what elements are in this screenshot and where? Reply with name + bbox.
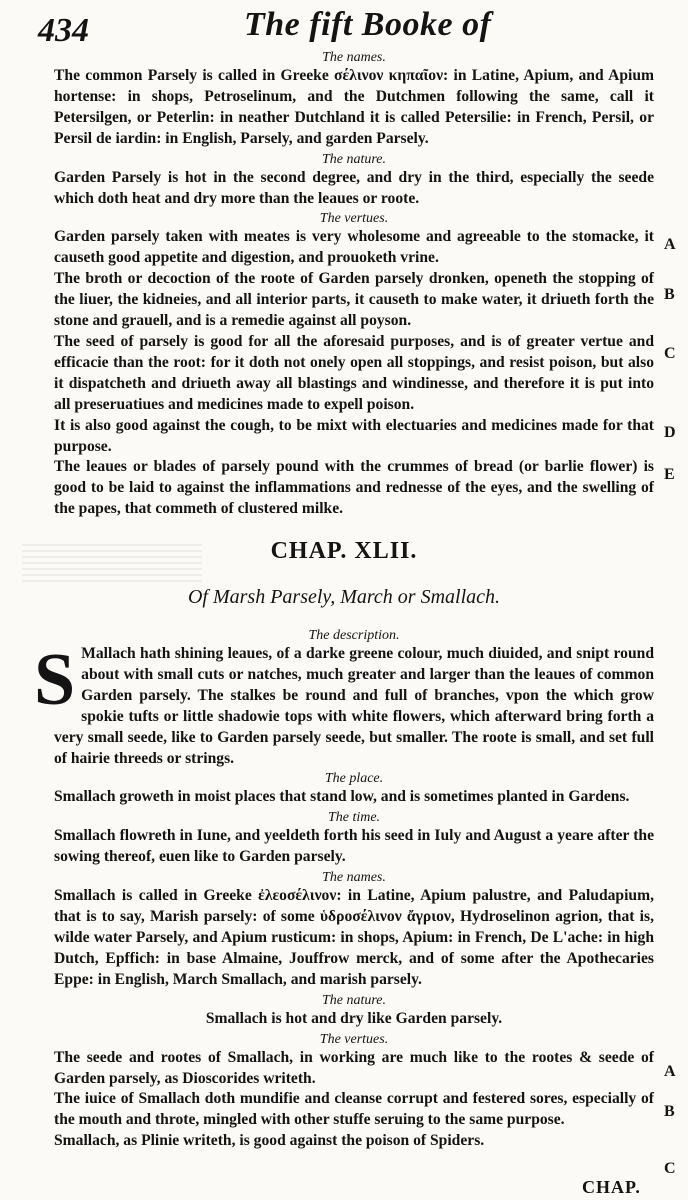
parsely-continuation-section [54, 50, 654, 520]
time-paragraph: Smallach flowreth in Iune, and yeeldeth forth his seed in Iuly and August a yeare after the sowing thereof, euen like to Garden parsely. [54, 827, 654, 866]
page-number: 434 [38, 12, 89, 49]
chapter-title: CHAP. XLII. [270, 538, 418, 564]
description-heading: The description. [308, 628, 400, 643]
vertue-paragraph-a: Garden parsely taken with meates is very wholesome and agreeable to the stomacke, it causeth good appetite and digestion, and prouoketh vrine. [54, 228, 654, 267]
vertue-paragraph-c: The seed of parsely is good for all the aforesaid purposes, and is of greater vertue and efficacie than the root: for it doth not onely open all stoppings, and resist poison, but also it dispatcheth and driueth away all blastings and windinesse, and therefore it is put into all preseruatiues and medicines made to expell poison. [54, 332, 654, 413]
margin-letter-c2: C [664, 1160, 676, 1177]
margin-letter-b2: B [664, 1103, 675, 1120]
vertues-heading: The vertues. [319, 211, 389, 227]
place-paragraph: Smallach groweth in moist places that stand low, and is sometimes planted in Gardens. [54, 788, 630, 806]
description-paragraph [34, 639, 654, 769]
margin-letter-a2: A [664, 1063, 676, 1080]
nature-paragraph-2: Smallach is hot and dry like Garden parsely. [205, 1009, 503, 1027]
nature-heading: The nature. [321, 151, 387, 167]
margin-letter-b: B [664, 286, 675, 303]
vertue-paragraph-2b: The iuice of Smallach doth mundifie and cleanse corrupt and festered sores, especially of the mouth and throte, mingled with other stuffe seruing to the same purpose. [54, 1090, 654, 1129]
running-head: The fift Booke of [244, 6, 492, 43]
vertue-paragraph-b: The broth or decoction of the roote of Garden parsely dronken, openeth the stopping of the liuer, the kidneies, and all interior parts, it causeth to make water, it driueth forth the stone and grauell, and is a remedie against all poyson. [54, 270, 654, 330]
margin-letter-d: D [664, 424, 676, 441]
vertue-paragraph-d: It is also good against the cough, to be mixt with electuaries and medicines made for that purpose. [54, 416, 654, 455]
names-heading-2: The names. [322, 870, 386, 886]
vertue-paragraph-2a: The seede and rootes of Smallach, in working are much like to the rootes & seede of Garden parsely, as Dioscorides writeth. [54, 1048, 654, 1087]
place-heading: The place. [324, 771, 384, 787]
catchword: CHAP. [582, 1177, 641, 1197]
names-paragraph-2: Smallach is called in Greeke ἐλεοσέλινον: in Latine, Apium palustre, and Paludapium, that is to say, Marish parsely: of some ὑδροσέλινον ἄγριον, Hydroselinon agrion, that is, wilde water Parsely, and Apium rusticum: in shops, Apium: in French, De L'ache: in high Dutch, Epffich: in base Almaine, Jouffrow merck, and of some after the Apothecaries Eppe: in English, March Smallach, and marish parsely. [54, 887, 654, 988]
margin-letter-c: C [664, 345, 676, 362]
nature-paragraph: Garden Parsely is hot in the second degree, and dry in the third, especially the seede which doth heat and dry more than the leaues or roote. [54, 168, 654, 207]
description-text: Mallach hath shining leaues, of a darke greene colour, much diuided, and snipt round about with small cuts or natches, much greater and larger than the leaues of common Garden parsely. The stalkes be round and full of branches, vpon the which grow spokie tufts or little shadowie tops with white flowers, which afterward bring forth a very small seede, like to Garden parsely seede, but smaller. The roote is small, and set full of hairie threeds or strings. [54, 645, 654, 767]
vertues-heading-2: The vertues. [319, 1031, 389, 1047]
margin-letter-a: A [664, 236, 676, 253]
vertue-paragraph-e: The leaues or blades of parsely pound with the crummes of bread (or barlie flower) is good to be laid to against the inflammations and rednesse of the eyes, and the swelling of the papes, that commeth of clustered milke. [54, 458, 654, 518]
page-header [0, 0, 688, 48]
names-paragraph: The common Parsely is called in Greeke σέλινον κηπαῖον: in Latine, Apium, and Apium hortense: in shops, Petroselinum, and the Dutchmen following the same, call it Petersilgen, or Peterlin: in neather Dutchland it is called Petersilie: in French, Persil, or Persil de iardin: in English, Parsely, and garden Parsely. [54, 67, 654, 147]
chapter-subtitle: Of Marsh Parsely, March or Smallach. [187, 586, 500, 608]
names-heading: The names. [322, 50, 386, 65]
time-heading: The time. [327, 810, 381, 826]
nature-heading-2: The nature. [321, 992, 387, 1008]
margin-letter-e: E [664, 466, 675, 483]
smallach-section [34, 628, 654, 1152]
vertue-paragraph-2c: Smallach, as Plinie writeth, is good against the poison of Spiders. [54, 1132, 485, 1150]
drop-cap: S [34, 639, 76, 721]
